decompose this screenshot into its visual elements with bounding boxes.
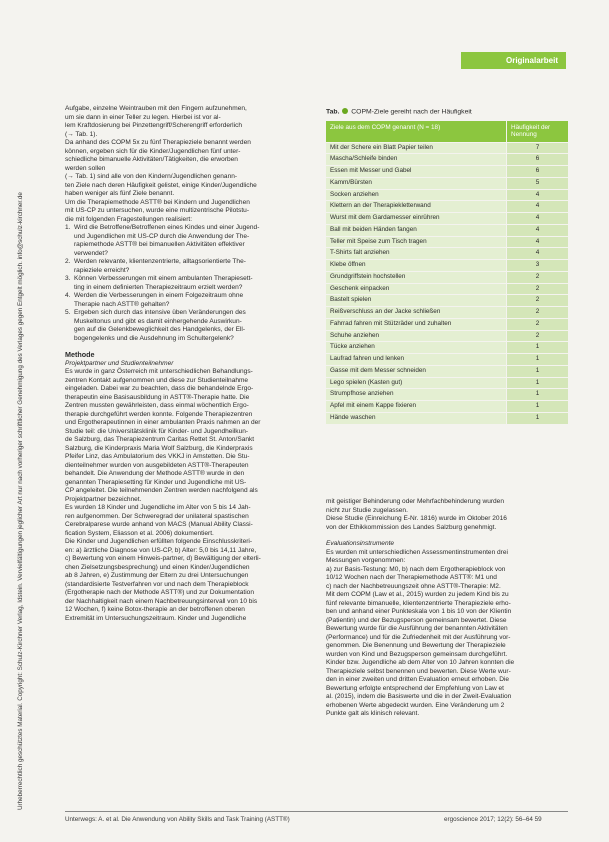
table-row — [326, 178, 568, 189]
goal-cell: Strumpfhose anziehen — [326, 389, 506, 400]
table-caption-text: COPM-Ziele gereiht nach der Häufigkeit — [351, 108, 472, 116]
table-row — [326, 401, 568, 412]
question-number: 4. — [65, 292, 71, 299]
text-line: Die Kinder und Jugendlichen erfüllten folgende Einschlusskriteri- — [65, 538, 253, 545]
table-row — [326, 166, 568, 177]
frequency-cell: 4 — [506, 213, 568, 224]
text-line: Cerebralparese wurde anhand von MACS (Manual Ability Classi- — [65, 521, 253, 528]
research-question — [65, 292, 301, 309]
goal-cell: Wurst mit dem Gardamesser einrühren — [326, 213, 506, 224]
text-line: therapie durchgeführt werden konnte. Folgende Therapiezentren — [65, 410, 253, 418]
evaluation-subheading: Evaluationsinstrumente — [326, 540, 395, 547]
copm-paragraph — [326, 591, 568, 719]
goal-cell: Bastelt spielen — [326, 295, 506, 306]
question-line: Werden die Verbesserungen in einem Folgezeitraum ohne — [74, 292, 244, 299]
table-row — [326, 260, 568, 271]
text-line: Messungen vorgenommen: — [326, 557, 406, 564]
text-line: fication System, Eliasson et al. 2006) dokumentiert. — [65, 529, 214, 537]
goal-cell: T-Shirts falt anziehen — [326, 248, 506, 259]
text-line: die mit folgenden Fragestellungen realisiert: — [65, 215, 193, 223]
table-row — [326, 378, 568, 389]
text-line: (Ergotherapie nach der Methode ASTT®) und zur Dokumentation — [65, 589, 254, 596]
footer-divider — [65, 811, 568, 812]
table-row — [326, 413, 568, 424]
text-line: 10/12 Wochen nach der Therapiemethode ASTT®: M1 und — [326, 574, 497, 581]
frequency-cell: 4 — [506, 225, 568, 236]
text-line: Diese Studie (Einreichung E-Nr. 1816) wurde im Oktober 2016 — [326, 515, 507, 522]
text-line: von der Ethikkommission des Landes Salzburg genehmigt. — [326, 523, 497, 531]
frequency-cell: 1 — [506, 366, 568, 377]
goal-cell: Klebe öffnen — [326, 260, 506, 271]
goal-cell: Fahrrad fahren mit Stützräder und zuhalten — [326, 319, 506, 330]
table-row — [326, 331, 568, 342]
frequency-cell: 4 — [506, 248, 568, 259]
table-header-frequency: Häufigkeit der Nennung — [506, 121, 568, 142]
text-line: lem Kraftdosierung bei Pinzettengriff/Scherengriff erforderlich — [65, 122, 242, 129]
table-row — [326, 272, 568, 283]
question-line: rapieziele erreicht? — [74, 266, 130, 274]
question-line: und Jugendlichen mit US-CP durch die Anwendung der The- — [74, 232, 250, 240]
text-line: CP angeleitet. Die teilnehmenden Zentren werden nachfolgend als — [65, 487, 258, 494]
table-row — [326, 143, 568, 154]
goal-cell: Gasse mit dem Messer schneiden — [326, 366, 506, 377]
text-line: um sie dann in einer Teller zu legen. Hierbei ist vor al- — [65, 113, 221, 121]
frequency-cell: 5 — [506, 178, 568, 189]
table-row — [326, 213, 568, 224]
frequency-cell: 1 — [506, 354, 568, 365]
research-question — [65, 258, 301, 275]
goal-cell: Mascha/Schleife binden — [326, 154, 506, 165]
table-caption-prefix: Tab. — [326, 108, 340, 116]
text-line: mit geistiger Behinderung oder Mehrfachbehinderung wurden — [326, 498, 504, 505]
frequency-cell: 1 — [506, 342, 568, 353]
goal-cell: Mit der Schere ein Blatt Papier teilen — [326, 143, 506, 154]
question-line: Wird die Betroffene/Betroffenen eines Kindes und einer Jugend- — [74, 224, 260, 231]
copyright-side-note: Urheberrechtlich geschütztes Material. Copyright: Schulz-Kirchner Verlag, Idstein. Vervielfältigungen jeglicher Art nur nach vorheriger schriftlicher Genehmigung des Verlages gegen Entgelt möglich. info@schulz-kirchner.de — [17, 192, 24, 810]
table-row — [326, 201, 568, 212]
frequency-cell: 2 — [506, 319, 568, 330]
table-header-goals: Ziele aus dem COPM genannt (N = 18) — [326, 121, 506, 142]
goal-cell: Essen mit Messer und Gabel — [326, 166, 506, 177]
text-line: al. (2015), indem die Basiswerte und die in der Zweit-Evaluation — [326, 693, 512, 700]
text-line: (→ Tab. 1) sind alle von den Kindern/Jugendlichen genann- — [65, 173, 238, 180]
method-subheading: Projektpartner und Studienteilnehmer — [65, 359, 174, 367]
copm-goals-table — [326, 120, 568, 425]
frequency-cell: 4 — [506, 201, 568, 212]
text-line: genommen. Die Benennung und Bewertung der Therapieziele — [326, 642, 506, 649]
text-line: können, ergeben sich für die Kinder/Jugendlichen fünf unter- — [65, 147, 241, 155]
text-line: werden sollen — [65, 164, 106, 172]
table-row — [326, 190, 568, 201]
question-number: 1. — [65, 224, 71, 231]
text-line: haben weniger als fünf Ziele benannt. — [65, 190, 175, 197]
question-number: 3. — [65, 275, 71, 282]
text-line: therapeutin eine Basisausbildung in ASTT®-Therapie hatte. Die — [65, 393, 250, 401]
right-column — [326, 498, 568, 719]
text-line: Bewertung wurde für die Ausführung der benannten Aktivitäten — [326, 625, 508, 632]
text-line: den in einer zweiten und dritten Evaluation erneut erhoben. Die — [326, 676, 510, 683]
goal-cell: Apfel mit einem Kappe fixieren — [326, 401, 506, 412]
goal-cell: Klettern an der Therapiekletterwand — [326, 201, 506, 212]
goal-cell: Socken anziehen — [326, 190, 506, 201]
text-line: Kinder bzw. Jugendliche ab dem Alter von 10 Jahren konnten die — [326, 659, 515, 666]
text-line: (standardisierte Testverfahren vor und nach dem Therapieblock — [65, 580, 249, 588]
question-line: rapiemethode ASTT® bei bimanuellen Aktivitäten effektiver — [74, 241, 245, 248]
text-line: genannten Therapiesetting für Kinder und Jugendliche mit US- — [65, 478, 247, 486]
method-heading: Methode — [65, 350, 95, 359]
text-line: nicht zur Studie zugelassen. — [326, 506, 408, 514]
table-row — [326, 237, 568, 248]
question-line: Ergeben sich durch das intensive üben Veränderungen des — [74, 309, 246, 316]
question-line: gen auf die Gelenkbeweglichkeit des Handgelenks, der Ell- — [74, 326, 246, 333]
text-line: de Salzburg, das Therapiezentrum Caritas Rettet St. Anton/Sankt — [65, 436, 255, 443]
text-line: fünf relevante bimanuelle, klientenzentrierte Therapieziele erho- — [326, 599, 511, 607]
frequency-cell: 3 — [506, 260, 568, 271]
research-question — [65, 224, 301, 258]
text-line: Punkte galt als klinisch relevant. — [326, 710, 420, 717]
table-number-bullet-icon — [342, 108, 348, 114]
text-line: Bewertung erfolgte entsprechend der Empfehlung von Law et — [326, 684, 504, 692]
text-line: Es wurden 18 Kinder und Jugendliche im Alter von 5 bis 14 Jah- — [65, 504, 251, 511]
text-line: Extremität im Untersuchungszeitraum. Kinder und Jugendliche — [65, 614, 247, 622]
question-line: Therapie nach ASTT® gehalten? — [74, 300, 170, 308]
copm-goals-table-block — [326, 108, 568, 425]
text-line: eingeladen. Dabei war zu beachten, dass die behandelnde Ergo- — [65, 385, 254, 392]
frequency-cell: 2 — [506, 272, 568, 283]
frequency-cell: 2 — [506, 295, 568, 306]
goal-cell: Ball mit beiden Händen fangen — [326, 225, 506, 236]
text-line: wurden von Kind und Bezugsperson gemeinsam durchgeführt. — [326, 650, 508, 658]
footer-citation: Unterwegs: A. et al. Die Anwendung von Ability Skills and Task Training (ASTT®) — [65, 816, 290, 823]
frequency-cell: 1 — [506, 389, 568, 400]
question-line: Werden relevante, klientenzentrierte, alltagsorientierte The- — [74, 258, 246, 265]
table-row — [326, 342, 568, 353]
goal-cell: Tücke anziehen — [326, 342, 506, 353]
table-row — [326, 225, 568, 236]
frequency-cell: 6 — [506, 154, 568, 165]
text-line: (→ Tab. 1). — [65, 130, 98, 138]
intro-paragraph — [65, 105, 301, 139]
text-line: Es wurden mit unterschiedlichen Assessmentinstrumenten drei — [326, 548, 508, 556]
text-line: (Performance) und für die Zufriedenheit mit der Ausführung vor- — [326, 633, 511, 641]
frequency-cell: 1 — [506, 378, 568, 389]
question-line: Muskeltonus und gibt es damit einhergehende Auswirkun- — [74, 317, 242, 325]
text-line: ben und anhand einer Punkteskala von 1 bis 10 von der Klientin — [326, 608, 512, 615]
frequency-cell: 6 — [506, 166, 568, 177]
section-header-band — [461, 52, 566, 69]
table-row — [326, 248, 568, 259]
method-paragraph-2 — [65, 504, 301, 623]
table-header-row — [326, 121, 568, 142]
goals-paragraph — [65, 139, 301, 199]
research-questions-intro — [65, 199, 301, 225]
text-line: und Ergotherapeutinnen in einer ambulanten Praxis nahmen an der — [65, 419, 261, 426]
goal-cell: Hände waschen — [326, 413, 506, 424]
research-questions-list — [65, 224, 301, 343]
text-line: Um die Therapiemethode ASTT® bei Kindern und Jugendlichen — [65, 198, 250, 206]
text-line: (Patientin) und der Bezugsperson gemeinsam bewertet. Diese — [326, 616, 507, 624]
question-line: bogengelenks und die Ausdehnung im Schultergelenk? — [74, 334, 234, 342]
text-line: c) nach der Nachbetreuungszeit ohne ASTT®-Therapie: M2. — [326, 582, 501, 590]
text-line: en: a) ärztliche Diagnose von US-CP, b) Alter: 5,0 bis 14,11 Jahre, — [65, 546, 257, 554]
frequency-cell: 1 — [506, 413, 568, 424]
goal-cell: Kamm/Bürsten — [326, 178, 506, 189]
text-line: Aufgabe, einzelne Weintrauben mit den Fingern aufzunehmen, — [65, 105, 247, 112]
text-line: ab 8 Jahren, e) Zustimmung der Eltern zu drei Untersuchungen — [65, 572, 249, 579]
research-question — [65, 309, 301, 343]
method-paragraph-1 — [65, 368, 301, 504]
table-row — [326, 284, 568, 295]
goal-cell: Grundgriffstein hochstellen — [326, 272, 506, 283]
text-line: Projektpartner bezeichnet. — [65, 495, 142, 503]
text-line: erhobenen Werte abgedeckt wurden. Eine Veränderung um 2 — [326, 701, 505, 709]
text-line: schiedliche bimanuelle Aktivitäten/Tätigkeiten, die erworben — [65, 156, 238, 163]
frequency-cell: 2 — [506, 307, 568, 318]
text-line: a) zur Basis-Testung: M0, b) nach dem Ergotherapieblock von — [326, 565, 506, 573]
text-line: Studie teil: die Universitätsklinik für Kinder- und Jugendheilkun- — [65, 427, 249, 435]
text-line: behandelt. Die Anwendung der Methode ASTT® wurde in den — [65, 470, 245, 477]
text-line: ren aufgenommen. Der Schweregrad der unilateral spastischen — [65, 512, 249, 520]
frequency-cell: 2 — [506, 284, 568, 295]
text-line: Da anhand des COPM 5x zu fünf Therapieziele benannt werden — [65, 139, 251, 146]
goal-cell: Schuhe anziehen — [326, 331, 506, 342]
question-number: 5. — [65, 309, 71, 316]
table-row — [326, 307, 568, 318]
frequency-cell: 1 — [506, 401, 568, 412]
section-header-label: Originalarbeit — [505, 56, 558, 65]
text-line: 12 Wochen, f) keine Botox-therapie an der betroffenen oberen — [65, 606, 245, 613]
table-row — [326, 295, 568, 306]
text-line: Pfeifer Linz, das Ambulatorium des VKKJ in Amstetten. Die Stu- — [65, 453, 250, 460]
text-line: Salzburg, die Kinderpraxis Maria Wolf Salzburg, die Kinderpraxis — [65, 444, 253, 452]
text-line: ten Ziele nach deren Häufigkeit gelistet, einige Kinder/Jugendliche — [65, 181, 257, 189]
table-caption — [326, 108, 568, 116]
goal-cell: Laufrad fahren und lenken — [326, 354, 506, 365]
text-line: chen Zielsetzungsbesprechung) und einen Kinder/Jugendlichen — [65, 563, 250, 571]
text-line: Mit dem COPM (Law et al., 2015) wurden zu jedem Kind bis zu — [326, 591, 509, 598]
text-line: Therapieziele selbst benennen und bewerten. Diese Werte wur- — [326, 667, 511, 675]
question-number: 2. — [65, 258, 71, 265]
text-line: der Nachhaltigkeit nach einem Nachbetreuungsintervall von 10 bis — [65, 597, 258, 605]
frequency-cell: 4 — [506, 237, 568, 248]
exclusion-ethics-paragraph — [326, 498, 568, 532]
question-line: verwendet? — [74, 249, 108, 257]
frequency-cell: 2 — [506, 331, 568, 342]
measurements-paragraph — [326, 549, 568, 592]
table-row — [326, 154, 568, 165]
table-row — [326, 319, 568, 330]
text-line: c) Bewertung von einem Hinweis-partner, d) Bewältigung der elterli- — [65, 555, 261, 562]
text-line: dienteilnehmer wurden von ausgebildeten ASTT®-Therapeuten — [65, 461, 249, 469]
goal-cell: Teller mit Speise zum Tisch tragen — [326, 237, 506, 248]
goal-cell: Lego spielen (Kasten gut) — [326, 378, 506, 389]
goal-cell: Reißverschluss an der Jacke schließen — [326, 307, 506, 318]
research-question — [65, 275, 301, 292]
frequency-cell: 4 — [506, 190, 568, 201]
left-column — [65, 105, 301, 623]
text-line: Zentren mussten gewährleisten, dass einmal wöchentlich Ergo- — [65, 402, 249, 409]
frequency-cell: 7 — [506, 143, 568, 154]
text-line: Es wurde in ganz Österreich mit unterschiedlichen Behandlungs- — [65, 368, 253, 375]
question-line: Können Verbesserungen mit einem ambulanten Therapiesett- — [74, 275, 253, 282]
table-row — [326, 366, 568, 377]
text-line: mit US-CP zu untersuchen, wurde eine multizentrische Pilotstu- — [65, 207, 249, 214]
table-body — [326, 143, 568, 424]
table-row — [326, 354, 568, 365]
text-line: zentren Kontakt aufgenommen und diese zur Studienteilnahme — [65, 376, 249, 384]
footer-journal-page: ergoscience 2017; 12(2): 56–64 59 — [444, 816, 542, 823]
goal-cell: Geschenk einpacken — [326, 284, 506, 295]
question-line: ting in einem definierten Therapiezeitraum erzielt werden? — [74, 283, 243, 291]
table-row — [326, 389, 568, 400]
